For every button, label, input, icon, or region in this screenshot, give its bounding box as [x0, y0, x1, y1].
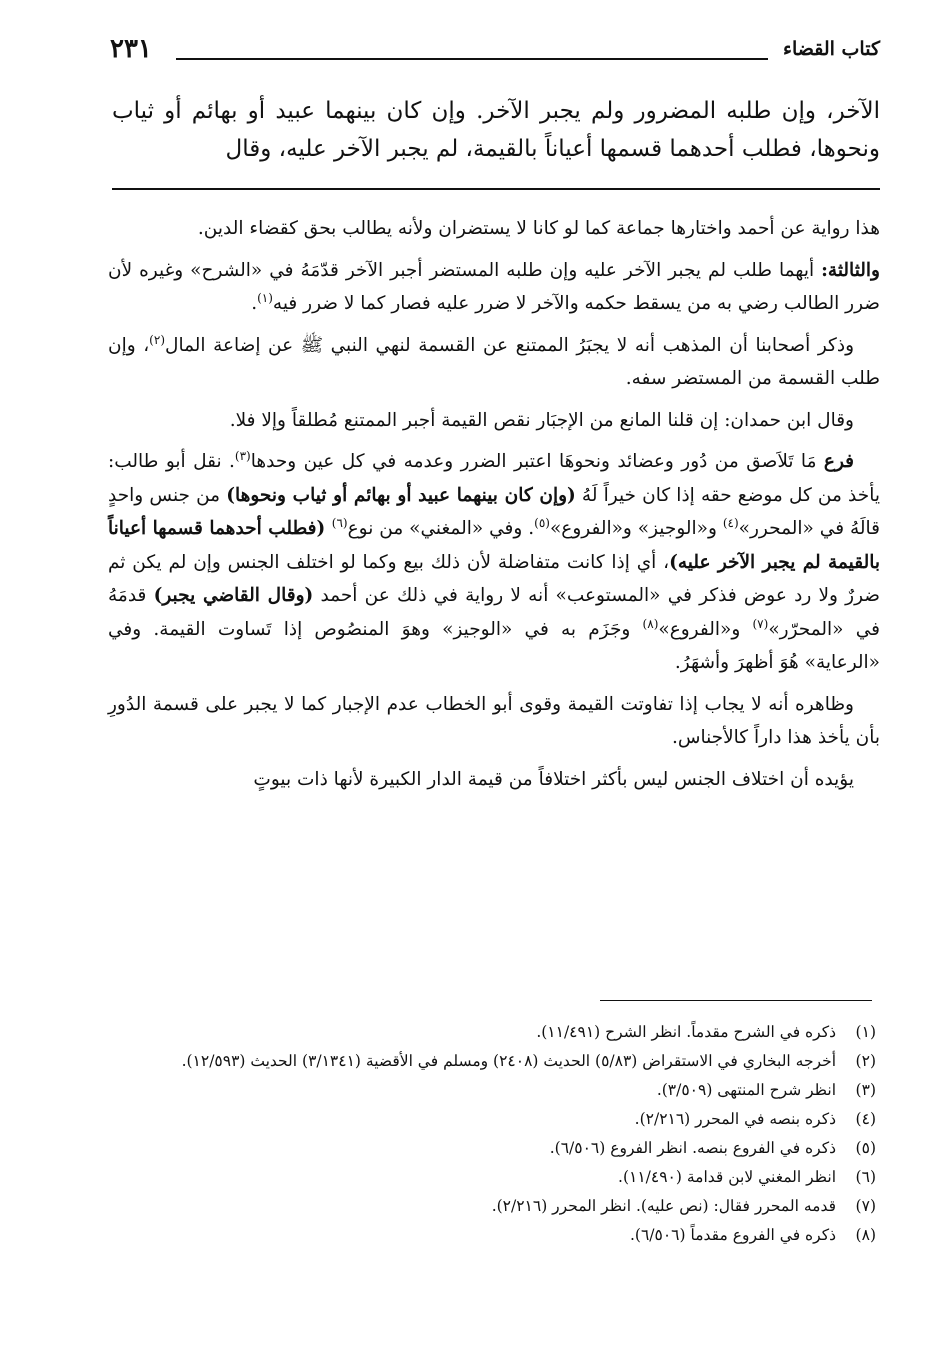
running-header [110, 34, 880, 66]
footnote-ref-2: (٢) [149, 332, 165, 347]
footnote-ref-6: (٦) [331, 515, 348, 530]
footnote: (١) ذكره في الشرح مقدماً. انظر الشرح (١١/٤٩١). [536, 1023, 876, 1041]
quoted-matn-1: (وإن كان بينهما عبيد أو بهائم أو ثياب ونحوها) [226, 484, 576, 506]
footnote-rule [600, 1000, 872, 1001]
footnote-ref-7: (٧) [752, 616, 769, 631]
commentary-paragraph-4: وقال ابن حمدان: إن قلنا المانع من الإجبَار نقص القيمة أجبر الممتنع مُطلقاً وإلا فلا. [229, 409, 854, 431]
footnote: (٦) انظر المغني لابن قدامة (١١/٤٩٠). [618, 1168, 876, 1186]
footnote: (٤) ذكره بنصه في المحرر (٢/٢١٦). [634, 1110, 876, 1128]
commentary-paragraph-7: يؤيده أن اختلاف الجنس ليس بأكثر اختلافاً من قيمة الدار الكبيرة لأنها ذات بيوتٍ [253, 768, 854, 790]
footnote-ref-4: (٤) [722, 515, 739, 530]
footnote-ref-8: (٨) [642, 616, 659, 631]
footnote-ref-5: (٥) [534, 515, 550, 530]
footnote: (٧) قدمه المحرر فقال: (نص عليه). انظر المحرر (٢/٢١٦). [491, 1197, 876, 1215]
page-number: ٢٣١ [110, 34, 152, 64]
book-title: كتاب القضاء [783, 38, 880, 60]
footnote: (٣) انظر شرح المنتهى (٣/٥٠٩). [656, 1081, 876, 1099]
commentary-paragraph-2: والثالثة: أيهما طلب لم يجبر الآخر عليه وإن طلبه المستضر أجبر الآخر قدّمَهُ في «الشرح» وغيره لأن ضرر الطالب رضي به من يسقط حكمه والآخر لا ضرر عليه فصار كما لا ضرر فيه$^{(١)}$. [108, 259, 880, 314]
quoted-matn-2: (فطلب أحدهما قسمها أعياناً بالقيمة لم يجبر الآخر عليه) [108, 518, 880, 573]
footnotes [100, 1018, 876, 1250]
footnote-ref-1: (١) [257, 290, 273, 305]
footnote: (٥) ذكره في الفروع بنصه. انظر الفروع (٦/٥٠٦). [549, 1139, 876, 1157]
branch-lead: فرع [823, 451, 854, 472]
quoted-matn-3: (وقال القاضي يجبر) [153, 585, 314, 606]
commentary-paragraph-6: وظاهره أنه لا يجاب إذا تفاوتت القيمة وقوى أبو الخطاب عدم الإجبار كما لا يجبر على قسمة الدُورِ بأن يأخذ هذا داراً كالأجناس. [108, 693, 880, 748]
commentary-paragraph-1: هذا رواية عن أحمد واختارها جماعة كما لو كانا لا يستضران ولأنه يطالب بحق كقضاء الدين. [197, 218, 880, 239]
commentary-text [108, 212, 880, 804]
main-text [112, 92, 880, 168]
header-rule [176, 58, 768, 60]
footnote: (٨) ذكره في الفروع مقدماً (٦/٥٠٦). [629, 1226, 876, 1244]
third-opinion-lead: والثالثة: [821, 259, 880, 281]
footnote: (٢) أخرجه البخاري في الاستقراض (٥/٨٣) الحديث (٢٤٠٨) ومسلم في الأقضية (٣/١٣٤١) الحديث (١٢/٥٩٣). [181, 1052, 876, 1070]
commentary-paragraph-5: فرع مَا تَلاَصق من دُور وعضائد ونحوهَا اعتبر الضرر وعدمه في كل عين وحدها$^{(٣)}$. نقل أبو طالب: يأخذ من كل موضع حقه إذا كان خيراً لَهُ (وإن كان بينهما عبيد أو بهائم أو ثياب ونحوها) من جنس واحدٍ قالَهُ في «المحرر»$^{(٤)}$ و«الوجيز» و«الفروع»$^{(٥)}$. وفي «المغني» من نوع$^{(٦)}$ (فطلب أحدهما قسمها أعياناً بالقيمة لم يجبر الآخر عليه)، أي إذا كانت متفاضلة لأن ذلك بيع وكما لو اختلف الجنس وإن لم يكن ثم ضررٌ ولا رد عوض فذكر في «المستوعب» أنه لا رواية في ذلك عن أحمد (وقال القاضي يجبر) قدمَهُ في «المحرّر»$^{(٧)}$ و«الفروع»$^{(٨)}$ وجَزَم به في «الوجيز» وهوَ المنصُوص إذا تَساوت القيمة. وفي «الرعاية» هُوَ أظهرَ وأشهَرُ. [108, 448, 881, 673]
footnote-ref-3: (٣) [234, 448, 251, 463]
main-text-paragraph: الآخر، وإن طلبه المضرور ولم يجبر الآخر. وإن كان بينهما عبيد أو بهائم أو ثياب ونحوها، فطلب أحدهما قسمها أعياناً بالقيمة، لم يجبر الآخر عليه، وقال [112, 98, 880, 162]
commentary-paragraph-3: وذكر أصحابنا أن المذهب أنه لا يجبَرُ الممتنع عن القسمة لنهي النبي ﷺ عن إضاعة المال$^{(٢)}$، وإن طلب القسمة من المستضر سفه. [108, 332, 880, 389]
main-text-separator [112, 188, 880, 190]
